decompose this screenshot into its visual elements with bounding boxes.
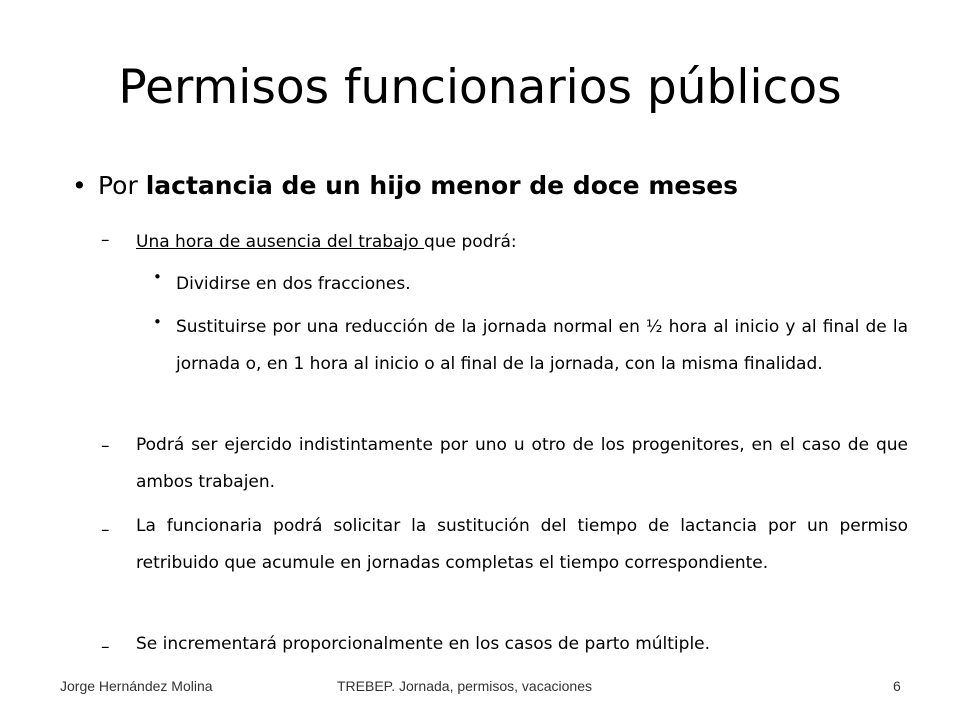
item-1	[136, 224, 908, 261]
bullet-icon: •	[153, 268, 162, 286]
dash-icon: –	[101, 230, 110, 250]
dash-icon: –	[101, 637, 110, 657]
dash-icon: –	[101, 436, 110, 456]
main-bullet-prefix: Por	[98, 171, 146, 200]
item-1-underlined: Una hora de ausencia del trabajo	[136, 232, 425, 252]
subitem-2: Sustituirse por una reducción de la jornada normal en ½ hora al inicio y al final de la jornada o, en 1 hora al inicio o al final de la jornada, con la misma finalidad.	[176, 317, 908, 374]
slide-title: Permisos funcionarios públicos	[118, 60, 842, 115]
dash-icon: –	[101, 520, 110, 540]
footer-topic: TREBEP. Jornada, permisos, vacaciones	[337, 678, 592, 694]
main-bullet-bold: lactancia de un hijo menor de doce meses	[145, 171, 739, 200]
footer-author: Jorge Hernández Molina	[60, 678, 213, 694]
bullet-icon: •	[153, 313, 162, 331]
bullet-icon: •	[72, 171, 87, 200]
item-2: Podrá ser ejercido indistintamente por uno u otro de los progenitores, en el caso de que ambos trabajen.	[136, 435, 908, 492]
item-4: Se incrementará proporcionalmente en los casos de parto múltiple.	[136, 634, 711, 654]
footer-page-number: 6	[893, 678, 901, 694]
item-3: La funcionaria podrá solicitar la sustitución del tiempo de lactancia por un permiso retribuido que acumule en jornadas completas el tiempo correspondiente.	[136, 516, 908, 573]
subitem-1: Dividirse en dos fracciones.	[176, 274, 411, 294]
main-bullet	[72, 168, 739, 204]
item-1-rest: que podrá:	[424, 232, 517, 252]
